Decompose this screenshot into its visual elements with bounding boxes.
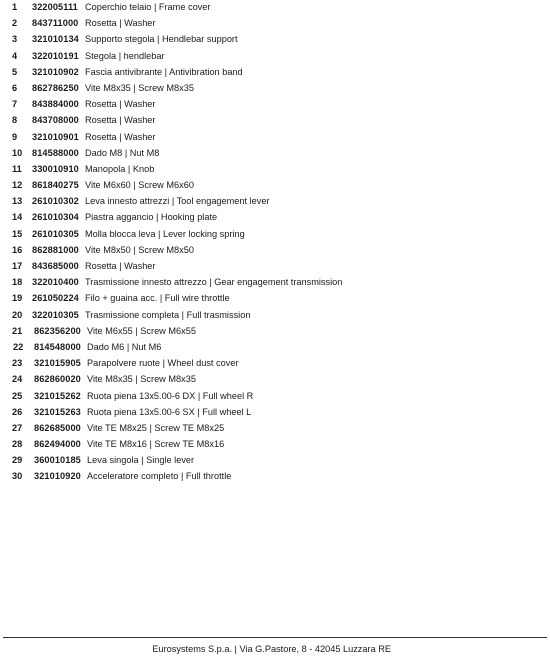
part-code: 261010304 — [32, 212, 79, 223]
part-description: Rosetta | Washer — [85, 18, 156, 29]
part-code: 321015263 — [34, 406, 81, 417]
part-code: 261010305 — [32, 228, 79, 239]
part-code: 862685000 — [34, 422, 81, 433]
part-row — [0, 18, 550, 34]
part-row — [0, 245, 550, 261]
part-code: 322010191 — [32, 50, 79, 61]
part-description: Rosetta | Washer — [85, 99, 156, 110]
part-description: Vite M6x55 | Screw M6x55 — [87, 325, 196, 336]
part-number: 1 — [12, 2, 18, 12]
part-code: 321010901 — [32, 131, 79, 142]
part-number: 14 — [12, 212, 23, 223]
part-row — [0, 132, 550, 148]
part-number: 18 — [12, 277, 23, 288]
part-code: 322010400 — [32, 277, 79, 288]
part-code: 862860020 — [34, 374, 81, 385]
part-row — [0, 196, 550, 212]
part-description: Rosetta | Washer — [85, 115, 156, 126]
part-code: 321010920 — [34, 471, 81, 482]
part-row — [0, 2, 550, 18]
part-number: 27 — [12, 422, 23, 433]
part-code: 843884000 — [32, 99, 79, 110]
part-number: 17 — [12, 261, 23, 271]
part-code: 321015262 — [34, 390, 81, 401]
part-description: Ruota piena 13x5.00-6 DX | Full wheel R — [87, 390, 254, 401]
part-code: 862786250 — [32, 82, 79, 93]
part-number: 25 — [12, 390, 23, 401]
part-row — [0, 471, 550, 487]
part-code: 330010910 — [32, 163, 79, 174]
part-description: Vite M6x60 | Screw M6x60 — [85, 180, 194, 191]
part-description: Molla blocca leva | Lever locking spring — [85, 228, 245, 239]
part-code: 322010305 — [32, 309, 79, 320]
part-code: 861840275 — [32, 180, 79, 191]
part-description: Parapolvere ruote | Wheel dust cover — [87, 358, 239, 369]
part-number: 4 — [12, 50, 18, 61]
part-number: 22 — [13, 341, 24, 352]
part-code: 862356200 — [34, 325, 81, 336]
part-code: 843708000 — [32, 115, 79, 126]
part-code: 862494000 — [34, 439, 81, 450]
part-code: 843711000 — [32, 18, 79, 29]
part-description: Vite M8x50 | Screw M8x50 — [85, 244, 194, 255]
part-row — [0, 455, 550, 471]
part-description: Vite M8x35 | Screw M8x35 — [85, 82, 194, 93]
part-row — [0, 180, 550, 196]
part-number: 12 — [12, 180, 23, 191]
part-code: 261050224 — [32, 293, 79, 304]
part-row — [0, 310, 550, 326]
part-code: 322005111 — [32, 2, 78, 12]
part-description: Vite M8x35 | Screw M8x35 — [87, 374, 196, 385]
part-description: Trasmissione completa | Full trasmission — [85, 309, 251, 320]
part-row — [0, 407, 550, 423]
part-number: 15 — [12, 228, 23, 239]
part-number: 23 — [12, 358, 23, 369]
part-description: Vite TE M8x25 | Screw TE M8x25 — [87, 422, 225, 433]
part-row — [0, 261, 550, 277]
parts-list — [0, 2, 550, 488]
part-row — [0, 51, 550, 67]
part-code: 814588000 — [32, 147, 79, 158]
part-number: 9 — [12, 131, 18, 142]
part-row — [0, 391, 550, 407]
part-code: 814548000 — [34, 341, 81, 352]
part-number: 10 — [12, 147, 23, 158]
part-row — [0, 164, 550, 180]
part-code: 862881000 — [32, 244, 79, 255]
part-number: 19 — [12, 293, 23, 304]
part-row — [0, 115, 550, 131]
part-number: 13 — [12, 196, 23, 207]
part-row — [0, 67, 550, 83]
part-description: Acceleratore completo | Full throttle — [87, 471, 232, 482]
part-number: 7 — [12, 99, 18, 110]
part-description: Fascia antivibrante | Antivibration band — [85, 66, 243, 77]
part-code: 321015905 — [34, 358, 81, 369]
part-number: 28 — [12, 439, 23, 450]
part-description: Filo + guaina acc. | Full wire throttle — [85, 293, 230, 304]
part-description: Piastra aggancio | Hooking plate — [85, 212, 218, 223]
part-description: Trasmissione innesto attrezzo | Gear engagement transmission — [85, 277, 343, 288]
part-row — [0, 326, 550, 342]
part-description: Stegola | hendlebar — [85, 50, 165, 61]
part-row — [0, 99, 550, 115]
part-code: 321010134 — [32, 34, 79, 45]
part-row — [0, 439, 550, 455]
part-row — [0, 423, 550, 439]
part-number: 26 — [12, 406, 23, 417]
part-row — [0, 277, 550, 293]
part-description: Dado M8 | Nut M8 — [85, 147, 160, 158]
part-code: 261010302 — [32, 196, 79, 207]
part-number: 3 — [12, 34, 18, 45]
part-number: 5 — [12, 66, 18, 77]
part-row — [0, 293, 550, 309]
part-row — [0, 34, 550, 50]
part-code: 360010185 — [34, 455, 81, 466]
part-description: Rosetta | Washer — [85, 261, 156, 271]
part-description: Supporto stegola | Hendlebar support — [85, 34, 238, 45]
part-description: Coperchio telaio | Frame cover — [85, 2, 211, 12]
footer-address: Eurosystems S.p.a. | Via G.Pastore, 8 - 42045 Luzzara RE — [152, 644, 391, 654]
part-row — [0, 212, 550, 228]
part-number: 16 — [12, 244, 23, 255]
part-number: 21 — [12, 325, 23, 336]
part-row — [0, 148, 550, 164]
part-description: Rosetta | Washer — [85, 131, 156, 142]
part-number: 29 — [12, 455, 23, 466]
part-number: 6 — [12, 82, 18, 93]
part-number: 2 — [12, 18, 18, 29]
part-description: Leva singola | Single lever — [87, 455, 195, 466]
part-description: Leva innesto attrezzi | Tool engagement lever — [85, 196, 270, 207]
part-code: 321010902 — [32, 66, 79, 77]
part-row — [0, 342, 550, 358]
footer-divider — [3, 637, 547, 638]
part-number: 20 — [12, 309, 23, 320]
part-row — [0, 229, 550, 245]
part-number: 30 — [12, 471, 23, 482]
part-number: 24 — [12, 374, 23, 385]
part-row — [0, 374, 550, 390]
part-code: 843685000 — [32, 261, 79, 271]
part-number: 8 — [12, 115, 18, 126]
part-description: Dado M6 | Nut M6 — [87, 341, 162, 352]
part-row — [0, 358, 550, 374]
part-description: Manopola | Knob — [85, 163, 155, 174]
part-description: Ruota piena 13x5.00-6 SX | Full wheel L — [87, 406, 252, 417]
part-description: Vite TE M8x16 | Screw TE M8x16 — [87, 439, 225, 450]
part-row — [0, 83, 550, 99]
part-number: 11 — [12, 163, 22, 174]
